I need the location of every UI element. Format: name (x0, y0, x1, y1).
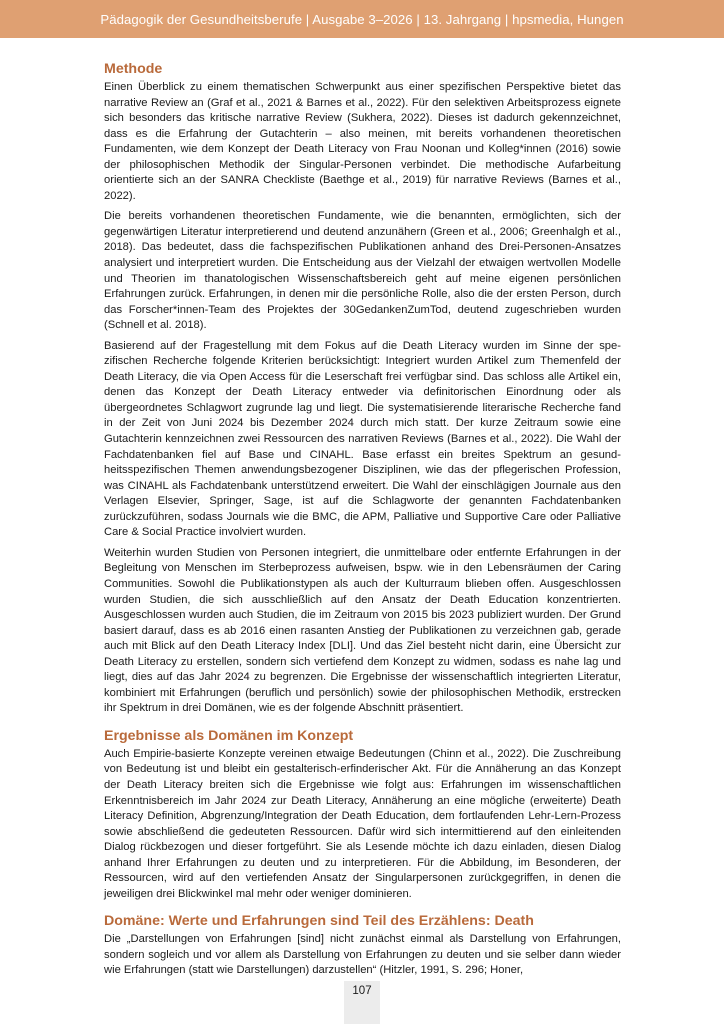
running-header (0, 0, 724, 38)
section-domaene-death (104, 910, 621, 979)
paragraph: Die „Darstellungen von Erfahrungen [sind] nicht zunächst einmal als Darstellung von Erfahrungen, sondern sogleich und vor allem als Darstellung von Erfahrungen zu deuten und sie selber dann wieder wie Erfahrungen (statt wie Darstellungen) darzustellen“ (Hitzler, 1991, S. 296; Honer, (104, 933, 621, 977)
article-body (104, 58, 621, 984)
paragraph: Einen Überblick zu einem thematischen Schwerpunkt aus einer spezifischen Perspektive bietet das narrative Review an (Graf et al., 2021 & Barnes et al., 2022). Für den selektiven Arbeitsprozess eignete sich besonders das kritische narrative Review (Sukhera, 2022). Dieses ist dadurch gekennzeichnet, dass es die Erfahrung der Gutachterin – also meinen, mit bereits vorhandenen theoretischen Fundamenten, wie dem Konzept der Death Literacy von Frau Noonan und Kolleg*innen (2016) sowie der philosophischen Methodik der Singular-Personen verbindet. Die methodische Aufarbeitung orientierte sich an der SANRA Checkliste (Baethge et al., 2019) für narrative Reviews (Barnes et al., 2022). (104, 81, 621, 202)
section-heading: Methode (104, 61, 163, 77)
paragraph: Auch Empirie-basierte Konzepte vereinen etwaige Bedeutungen (Chinn et al., 2022). Die Zuschreibung von Bedeutung ist und bleibt ein gestalterisch-erfinderischer Akt. Für die Annäherung an das Konzept der Death Literacy breiten sich die Ergebnisse wie folgt aus: Erfahrungen im wissenschaftlichen Erkenntnisbereich im Jahr 2024 zur Death Literacy, Annäherung an eine mögliche (erweiterte) Death Literacy Definition, Abgrenzung/Integration der Death Education, dem fortlaufenden Lehr-Lern-Prozess sowie abschließend die gedeuteten Ressourcen. Dafür wird sich intermittierend auf den einleitenden Dialog rückbezogen und dieser fortgeführt. Sie als Lesende möchte ich dazu einladen, diesen Dialog anhand Ihrer Erfahrungen zu deuten und zu interpretieren. Für die Abbildung, im Besonderen, der Ressourcen, wird auf den vertiefenden Ansatz der Singularpersonen zurückgegriffen, in denen die jeweiligen drei Blickwinkel mal mehr oder weniger dominieren. (104, 747, 621, 900)
page-number-tab (344, 981, 380, 1024)
section-ergebnisse (104, 725, 621, 902)
section-heading: Ergebnisse als Domänen im Konzept (104, 727, 354, 744)
section-heading: Domäne: Werte und Erfahrungen sind Teil des Erzählens: Death (104, 913, 534, 930)
paragraph: Die bereits vorhandenen theoretischen Fundamente, wie die benannten, ermöglichten, sich der gegenwärtigen Literatur interpretierend und deutend anzunähern (Green et al., 2006; Greenhalgh et al., 2018). Das bedeutet, dass die fachspezifischen Publikationen anhand des Drei-Personen-Ansatzes analysiert und interpretiert wurden. Die Entscheidung aus der Vielzahl der etwaigen wertvollen Modelle und Theorien im thanatologischen Wissenschaftsbereich geht auf meine eigenen persönlichen Erfahrungen zurück. Erfahrungen, in denen mir die persönliche Rolle, also die der ersten Person, durch das Forscher*innen-Team des Projektes der 30GedankenZumTod, deutend zugeschrieben wurden (Schnell et al. 2018). (104, 210, 621, 332)
running-title: Pädagogik der Gesundheitsberufe | Ausgabe 3–2026 | 13. Jahrgang | hpsmedia, Hungen (100, 11, 624, 27)
section-methode (104, 58, 621, 717)
page-number: 107 (352, 985, 372, 997)
paragraph: Basierend auf der Fragestellung mit dem Fokus auf die Death Literacy wurden im Sinne der spezifischen Recherche folgende Kriterien berücksichtigt: Integriert wurden Artikel zum Themenfeld der Death Literacy, die via Open Access für die Leserschaft frei verfügbar sind. Das schloss alle Artikel ein, denen das Konzept der Death Literacy entweder via definitorischen Einordnung oder als übergeordnetes Schlagwort zugrunde lag und liegt. Die systematisierende literarische Recherche fand in der Zeit von Juni 2024 bis Dezember 2024 durch mich statt. Der kurze Zeitraum sowie eine Gutachterin kennzeichnen zwei Ressourcen des narrativen Reviews (Barnes et al., 2022). Die Wahl der Fachdatenbanken fiel auf Base und CINAHL. Base erfasst ein breites Spektrum an gesundheitsspezifischen Themen anwendungsbezogener Disziplinen, wie das der pflegerischen Profession, was CINAHL als Fachdatenbank unterstützend erweitert. Die Wahl der einschlägigen Journale aus den Verlagen Elsevier, Springer, Sage, ist auf die Schlagworte der genannten Fachdatenbanken zurückzuführen, sodass Journals wie die BMC, die APM, Palliative und Supportive Care oder Palliative Care & Social Practice involviert wurden. (104, 339, 621, 539)
paragraph: Weiterhin wurden Studien von Personen integriert, die unmittelbare oder entfernte Erfahrungen in der Begleitung von Menschen im Sterbeprozess aufweisen, bspw. wie in den Lebensräumen der Caring Communities. Sowohl die Publikationstypen als auch der Kulturraum blieben offen. Ausgeschlossen wurden Studien, die sich ausschließlich auf den Ansatz der Death Education konzentrierten. Ausgeschlossen wurden auch Studien, die im Zeitraum von 2015 bis 2023 publiziert wurden. Der Grund basiert darauf, dass es ab 2016 einen rasanten Anstieg der Publikationen zu verzeichnen gab, gerade auch mit Blick auf den Death Literacy Index [DLI]. Und das Ziel besteht nicht darin, eine Übersicht zur Death Literacy zu erstellen, sondern sich vertiefend dem Konzept zu widmen, sodass es nahe lag und liegt, dies auf das Jahr 2024 zu begrenzen. Die Ergebnisse der wissenschaftlich integrierten Literatur, kombiniert mit Erfahrungen (beruflich und persönlich) sowie der philosophischen Methodik, erstrecken ihr Spektrum in drei Domänen, wie es der folgende Abschnitt präsentiert. (104, 546, 621, 715)
